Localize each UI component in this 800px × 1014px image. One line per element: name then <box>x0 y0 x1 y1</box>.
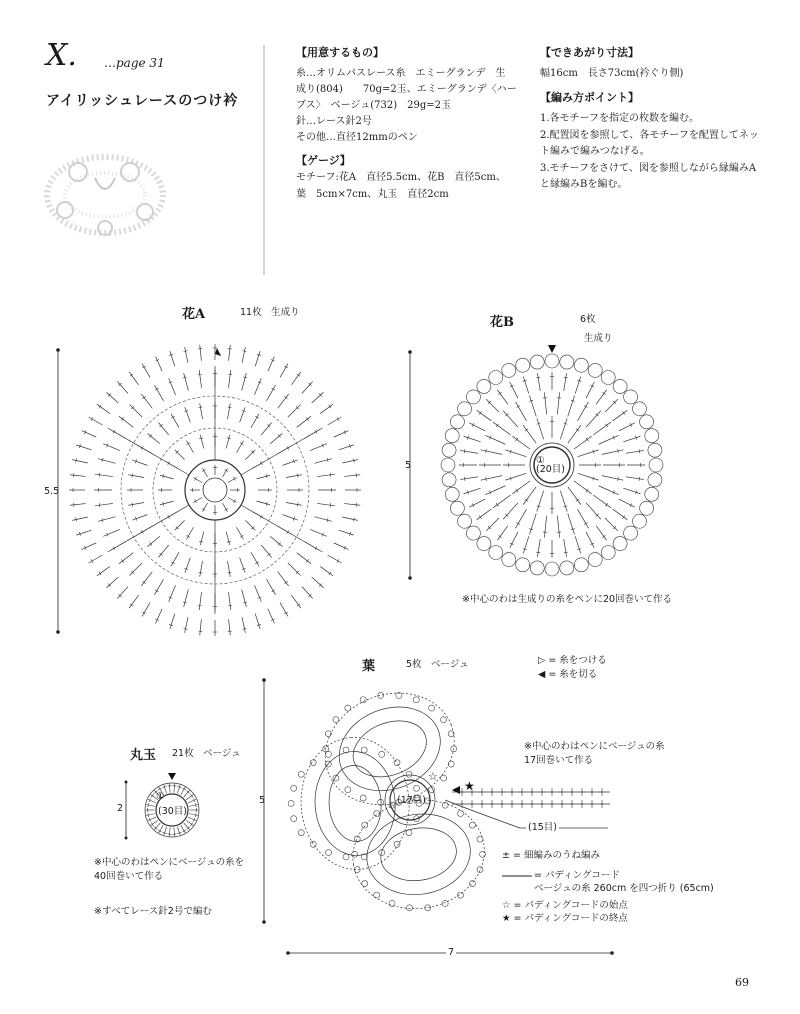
points-line: ト編みで編みつなげる。 <box>540 146 650 157</box>
page-reference: …page 31 <box>104 56 165 70</box>
materials-heading: 【用意するもの】 <box>296 46 384 59</box>
flower-b-title: 花B <box>490 315 514 330</box>
svg-text:★: ★ <box>464 779 475 793</box>
flower-b-dimension-label: 5 <box>405 460 412 471</box>
ball-center: (30目) <box>158 806 188 817</box>
chapter-letter: X. <box>46 38 77 73</box>
leaf-dimension-h: 5 <box>259 795 266 806</box>
leaf-note: ※中心のわはペンにベージュの糸 17回巻いて作る <box>524 741 665 766</box>
legend-cord-detail: ベージュの糸 260cm を四つ折り (65cm) <box>534 883 714 894</box>
legend-ridge: ± = 細編みのうね編み <box>502 850 600 861</box>
page-title: アイリッシュレースのつけ衿 <box>46 93 239 109</box>
ball-round: ① <box>156 791 165 802</box>
points-line: 2.配置図を参照して、各モチーフを配置してネッ <box>540 130 759 141</box>
finished-size-heading: 【できあがり寸法】 <box>540 46 639 59</box>
gauge-line: モチーフ:花A 直径5.5cm、花B 直径5cm、 <box>296 172 506 183</box>
points-heading: 【編み方ポイント】 <box>540 91 639 104</box>
svg-text:☆: ☆ <box>428 770 438 783</box>
gauge-line: 葉 5cm×7cm、丸玉 直径2cm <box>296 189 449 200</box>
leaf-center: (17目) <box>397 795 427 806</box>
footnote: ※すべてレース針2号で編む <box>94 906 212 917</box>
flower-b-note: ※中心のわは生成りの糸をペンに20回巻いて作る <box>462 594 673 605</box>
flower-a-dimension-label: 5.5 <box>44 486 60 497</box>
gauge-heading: 【ゲージ】 <box>296 154 351 167</box>
points-line: と縁編みBを編む。 <box>540 179 628 190</box>
flower-a-title: 花A <box>182 307 206 322</box>
legend-cord-start: ☆ = パディングコードの始点 <box>502 900 628 911</box>
points-line: 3.モチーフをさけて、図を参照しながら縁編みA <box>540 163 757 174</box>
ball-title: 丸玉 <box>130 748 157 763</box>
flower-a-count: 11枚 生成り <box>240 307 300 318</box>
flower-b-center: (20目) <box>536 464 566 475</box>
materials-line: 針…レース針2号 <box>296 116 372 127</box>
materials-line: 糸…オリムパスレース糸 エミーグランデ 生 <box>296 68 506 79</box>
finished-size-text: 幅16cm 長さ73cm(衿ぐり側) <box>540 68 684 79</box>
ball-dimension-label: 2 <box>117 803 124 814</box>
flower-b-chart <box>441 345 663 576</box>
points-line: 1.各モチーフを指定の枚数を編む。 <box>540 113 700 124</box>
flower-b-count: 6枚 <box>580 314 596 325</box>
flower-b-color: 生成り <box>584 333 613 344</box>
legend-attach: ▷ = 糸をつける <box>538 655 607 666</box>
ball-dimension <box>125 781 128 840</box>
materials-line: ブス〉 ベージュ(732) 29g=2玉 <box>296 100 451 111</box>
page-number: 69 <box>735 976 749 989</box>
legend-cut: ◀ = 糸を切る <box>538 669 598 680</box>
materials-line: その他…直径12mmのペン <box>296 132 418 143</box>
ball-count: 21枚 ベージュ <box>172 748 241 759</box>
leaf-count: 5枚 ベージュ <box>406 659 469 670</box>
flower-b-round: ① <box>536 455 545 466</box>
flower-a-chart <box>69 344 361 636</box>
leaf-dimension-w: 7 <box>448 947 455 958</box>
leaf-stem-count: (15目) <box>528 822 558 833</box>
legend-cord-end: ★ = パディングコードの終点 <box>502 913 628 924</box>
legend-cord: = パディングコード <box>534 870 620 881</box>
ball-note: ※中心のわはペンにベージュの糸を 40回巻いて作る <box>94 857 245 882</box>
leaf-title: 葉 <box>362 659 376 674</box>
materials-line: 成り(804) 70g=2玉、エミーグランデ〈ハー <box>296 84 517 95</box>
